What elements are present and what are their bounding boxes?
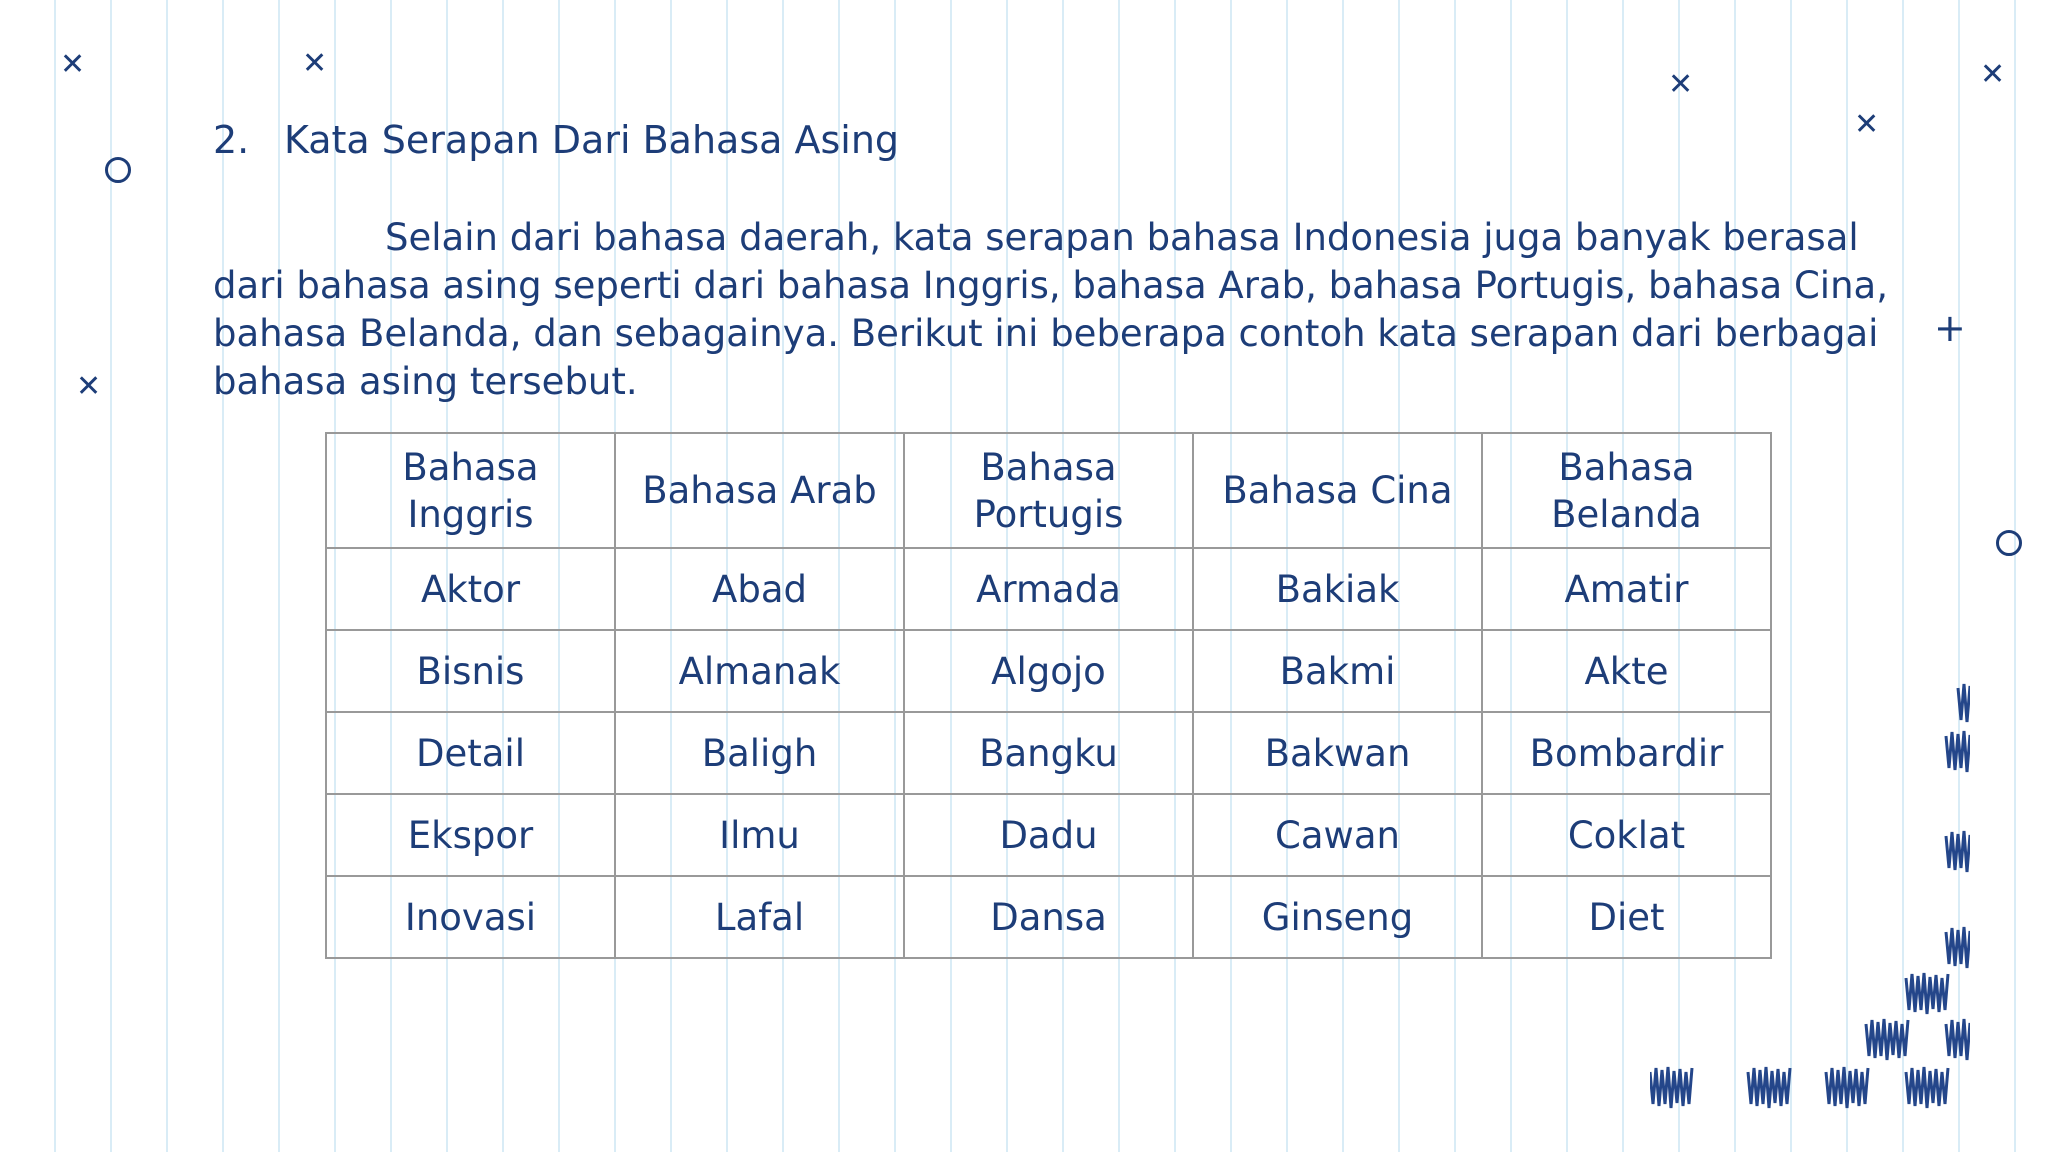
table-cell: Abad	[615, 548, 904, 630]
table-row	[326, 712, 1771, 794]
table-cell: Bakiak	[1193, 548, 1482, 630]
header-bahasa-cina: Bahasa Cina	[1193, 433, 1482, 548]
table-cell: Amatir	[1482, 548, 1771, 630]
table-cell: Coklat	[1482, 794, 1771, 876]
section-heading	[213, 118, 899, 162]
table-cell: Algojo	[904, 630, 1193, 712]
cross-icon: ✕	[1980, 57, 2006, 92]
cross-icon: ✕	[76, 369, 102, 404]
table-cell: Aktor	[326, 548, 615, 630]
table-header-row	[326, 433, 1771, 548]
table-cell: Bakmi	[1193, 630, 1482, 712]
header-bahasa-arab: Bahasa Arab	[615, 433, 904, 548]
table-cell: Ilmu	[615, 794, 904, 876]
loanword-table	[325, 432, 1772, 959]
table-cell: Detail	[326, 712, 615, 794]
cross-icon: ✕	[302, 46, 328, 81]
table-row	[326, 794, 1771, 876]
circle-icon	[105, 157, 131, 183]
table-cell: Ekspor	[326, 794, 615, 876]
table-cell: Baligh	[615, 712, 904, 794]
heading-title: Kata Serapan Dari Bahasa Asing	[284, 118, 900, 162]
table-cell: Ginseng	[1193, 876, 1482, 958]
cross-icon: ✕	[60, 47, 86, 82]
table-cell: Bakwan	[1193, 712, 1482, 794]
plus-icon: +	[1934, 306, 1966, 350]
table-cell: Lafal	[615, 876, 904, 958]
cross-icon: ✕	[1854, 107, 1880, 142]
table-row	[326, 548, 1771, 630]
table-cell: Dansa	[904, 876, 1193, 958]
header-bahasa-portugis: Bahasa Portugis	[904, 433, 1193, 548]
table-cell: Inovasi	[326, 876, 615, 958]
table-row	[326, 630, 1771, 712]
table-row	[326, 876, 1771, 958]
table-cell: Diet	[1482, 876, 1771, 958]
table-cell: Akte	[1482, 630, 1771, 712]
heading-number: 2.	[213, 118, 250, 162]
cross-icon: ✕	[1668, 67, 1694, 102]
table-cell: Almanak	[615, 630, 904, 712]
table-cell: Dadu	[904, 794, 1193, 876]
table-cell: Cawan	[1193, 794, 1482, 876]
header-bahasa-belanda: Bahasa Belanda	[1482, 433, 1771, 548]
circle-icon	[1996, 530, 2022, 556]
table-cell: Bangku	[904, 712, 1193, 794]
table-cell: Bombardir	[1482, 712, 1771, 794]
intro-paragraph: Selain dari bahasa daerah, kata serapan bahasa Indonesia juga banyak berasal dari bahasa asing seperti dari bahasa Inggris, bahasa Arab, bahasa Portugis, bahasa Cina, bahasa Belanda, dan sebagainya. Berikut ini beberapa contoh kata serapan dari berbagai bahasa asing tersebut.	[213, 216, 1888, 403]
header-bahasa-inggris: Bahasa Inggris	[326, 433, 615, 548]
table-cell: Bisnis	[326, 630, 615, 712]
table-cell: Armada	[904, 548, 1193, 630]
